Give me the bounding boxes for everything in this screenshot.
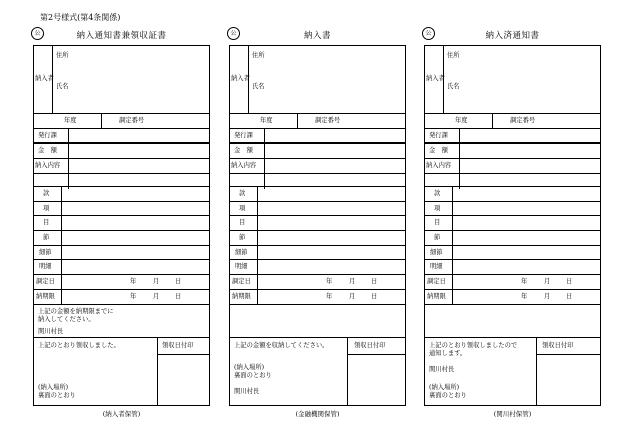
note-line: 関川村長 [38,328,64,335]
fiscal-year-label: 年度 [260,117,273,124]
name-label: 氏名 [447,83,460,90]
seal-mark-icon: 公 [422,27,435,40]
address-label: 住所 [447,52,460,59]
moku-label: 目 [434,219,441,226]
meisai-label: 明細 [235,263,248,270]
setsu-label: 節 [43,234,50,241]
day-label: 日 [175,293,182,300]
saisetsu-label: 細節 [39,249,52,256]
assessment-date-label: 調定日 [36,278,55,285]
payment-place-value: 裏面のとおり [38,392,76,399]
receipt-statement: 上記のとおり領収しました。 [38,342,120,349]
notice-statement: 上記のとおり領収しましたので [429,342,518,349]
note-line: 上記の金額を納期限までに [38,308,114,315]
year-label: 年 [326,278,333,285]
form-title: 納入済通知書 [485,31,540,41]
setsu-label: 節 [434,234,441,241]
kan-label: 款 [239,190,246,197]
amount-label: 金 額 [38,147,57,154]
payment-place-value: 裏面のとおり [234,372,272,379]
due-date-label: 納期限 [232,293,251,300]
payment-place-label: (納入場所) [38,384,69,391]
assessment-number-label: 調定番号 [510,117,536,124]
amount-row-highlight [229,142,406,159]
payer-label: 納入者 [35,75,54,82]
day-label: 日 [371,293,378,300]
saisetsu-label: 細節 [235,249,248,256]
amount-label: 金 額 [234,147,253,154]
year-label: 年 [521,278,528,285]
moku-label: 目 [239,219,246,226]
issuing-section-label: 発行課 [234,132,253,139]
form-table [33,45,210,406]
day-label: 日 [566,278,573,285]
seal-mark-icon: 公 [31,27,44,40]
month-label: 月 [153,293,160,300]
kan-label: 款 [43,190,50,197]
year-label: 年 [521,293,528,300]
address-label: 住所 [56,52,69,59]
name-label: 氏名 [252,83,265,90]
kou-label: 項 [239,205,246,212]
receipt-stamp-label: 領収日付印 [162,342,194,349]
saisetsu-label: 細節 [430,249,443,256]
notice-statement: 通知します。 [429,350,467,357]
issuing-section-label: 発行課 [429,132,448,139]
kou-label: 項 [43,205,50,212]
form-payment-notice-receipt [33,27,210,418]
seal-mark-icon: 公 [227,27,240,40]
month-label: 月 [349,293,356,300]
note-line: 納入してください。 [38,316,95,323]
fiscal-year-label: 年度 [455,117,468,124]
amount-row-highlight [424,142,601,159]
due-date-label: 納期限 [36,293,55,300]
setsu-label: 節 [239,234,246,241]
meisai-label: 明細 [39,263,52,270]
form-footer: (納入者保管) [102,410,141,418]
assessment-date-label: 調定日 [427,278,446,285]
collection-statement: 上記の金額を収納してください。 [234,342,329,349]
assessment-number-label: 調定番号 [315,117,341,124]
village-head-label: 関川村長 [429,366,455,373]
name-label: 氏名 [56,83,69,90]
year-label: 年 [130,278,137,285]
payment-details-label: 納入内容 [35,162,61,169]
month-label: 月 [544,278,551,285]
year-label: 年 [130,293,137,300]
village-head-label: 関川村長 [234,388,260,395]
assessment-date-label: 調定日 [232,278,251,285]
day-label: 日 [566,293,573,300]
payment-place-label: (納入場所) [234,364,265,371]
receipt-stamp-label: 領収日付印 [354,342,386,349]
payment-details-label: 納入内容 [426,162,452,169]
month-label: 月 [349,278,356,285]
form-payment-completion-notice [424,27,601,418]
kan-label: 款 [434,190,441,197]
form-payment-slip [229,27,406,418]
payer-label: 納入者 [426,75,445,82]
payment-place-value: 裏面のとおり [429,392,467,399]
moku-label: 目 [43,219,50,226]
issuing-section-label: 発行課 [38,132,57,139]
payment-details-label: 納入内容 [231,162,257,169]
due-date-label: 納期限 [427,293,446,300]
address-label: 住所 [252,52,265,59]
amount-row-highlight [33,142,210,159]
form-footer: (金融機関保管) [295,410,340,418]
receipt-stamp-label: 領収日付印 [542,342,574,349]
day-label: 日 [175,278,182,285]
amount-label: 金 額 [429,147,448,154]
meisai-label: 明細 [430,263,443,270]
year-label: 年 [326,293,333,300]
form-title: 納入通知書兼領収証書 [76,31,167,41]
form-table [229,45,406,406]
month-label: 月 [544,293,551,300]
day-label: 日 [371,278,378,285]
form-title: 納入書 [303,31,331,41]
payment-place-label: (納入場所) [429,384,460,391]
kou-label: 項 [434,205,441,212]
fiscal-year-label: 年度 [64,117,77,124]
month-label: 月 [153,278,160,285]
form-table [424,45,601,406]
form-footer: (関川村保管) [493,410,532,418]
assessment-number-label: 調定番号 [119,117,145,124]
form-number-header: 第2号様式(第4条関係) [40,13,121,22]
payer-label: 納入者 [231,75,250,82]
